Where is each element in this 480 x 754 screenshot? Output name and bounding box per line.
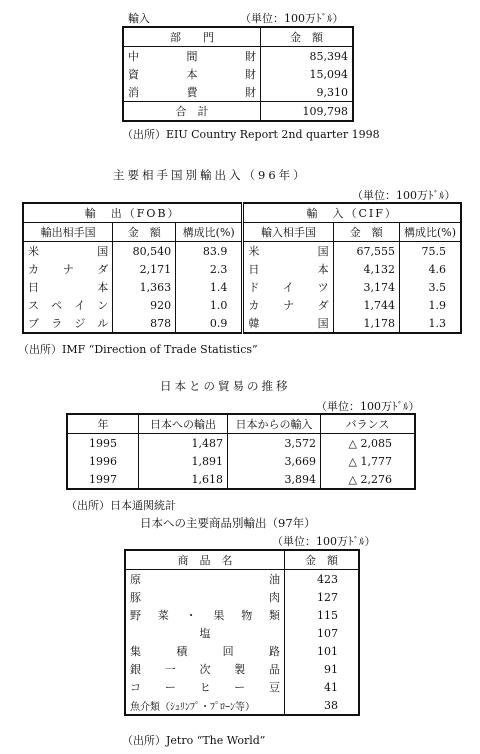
export-country: 米国 xyxy=(28,245,109,258)
export-share: 1.0 xyxy=(176,296,243,314)
table-row xyxy=(125,678,359,696)
table-row xyxy=(125,624,359,642)
table-row xyxy=(125,606,359,624)
t2-col-export-share: 構成比(%) xyxy=(176,223,243,242)
export-to-japan: 1,487 xyxy=(139,434,228,453)
import-from-japan: 3,894 xyxy=(228,470,321,489)
import-amount: 3,174 xyxy=(333,278,399,296)
export-country: ブラジル xyxy=(28,317,109,330)
t2-import-head: 輸 入（CIF） xyxy=(243,203,461,223)
t1-head-amount: 金 額 xyxy=(261,27,354,47)
table-row xyxy=(125,588,359,606)
import-country: カナダ xyxy=(243,296,333,314)
year: 1995 xyxy=(89,436,117,450)
commodity-amount: 101 xyxy=(285,642,360,660)
t2-col-import-amount: 金 額 xyxy=(333,223,399,242)
table-row xyxy=(123,47,353,66)
export-share: 1.4 xyxy=(176,278,243,296)
import-from-japan: 3,669 xyxy=(228,452,321,470)
year: 1997 xyxy=(89,472,117,486)
t1-total-name: 合 計 xyxy=(175,105,209,118)
commodity-amount: 423 xyxy=(285,570,360,589)
commodity-name: 銀一次製品 xyxy=(130,663,280,676)
export-share: 0.9 xyxy=(176,314,243,333)
commodity-export-table xyxy=(124,549,360,716)
t2-col-export-amount: 金 額 xyxy=(113,223,176,242)
t2-col-import-country: 輸入相手国 xyxy=(243,223,333,242)
table-row xyxy=(23,278,461,296)
table-row xyxy=(123,83,353,102)
table-row xyxy=(125,696,359,715)
import-amount: 67,555 xyxy=(333,242,399,261)
japan-trade-trend-table xyxy=(66,413,416,490)
t1-row-name: 中間財 xyxy=(128,50,256,63)
commodity-amount: 115 xyxy=(285,606,360,624)
t3-col-balance: バランス xyxy=(321,414,416,434)
t4-col-amount: 金 額 xyxy=(285,550,360,570)
t3-col-export: 日本への輸出 xyxy=(139,414,228,434)
export-amount: 920 xyxy=(113,296,176,314)
t4-unit: （単位：100万ﾄﾞﾙ） xyxy=(272,535,376,548)
commodity-amount: 107 xyxy=(285,624,360,642)
export-to-japan: 1,618 xyxy=(139,470,228,489)
import-country: ドイツ xyxy=(243,278,333,296)
t1-label: 輸入 xyxy=(128,12,150,25)
t3-title: 日本との貿易の推移 xyxy=(160,379,291,393)
import-share: 75.5 xyxy=(399,242,461,261)
table-row xyxy=(123,65,353,83)
t3-col-import: 日本からの輸入 xyxy=(228,414,321,434)
t2-export-head: 輸 出（FOB） xyxy=(23,203,243,223)
commodity-amount: 38 xyxy=(285,696,360,715)
t2-col-import-share: 構成比(%) xyxy=(399,223,461,242)
export-share: 83.9 xyxy=(176,242,243,261)
import-from-japan: 3,572 xyxy=(228,434,321,453)
table-row xyxy=(23,242,461,261)
import-amount: 4,132 xyxy=(333,260,399,278)
commodity-name: 豚肉 xyxy=(130,591,280,604)
t2-title: 主要相手国別輸出入（96年） xyxy=(113,168,308,182)
commodity-amount: 41 xyxy=(285,678,360,696)
table-row xyxy=(67,434,415,453)
table-row xyxy=(125,570,359,589)
t1-total-value: 109,798 xyxy=(261,102,354,122)
export-amount: 80,540 xyxy=(113,242,176,261)
commodity-name: 塩 xyxy=(199,627,211,640)
t1-source: （出所）EIU Country Report 2nd quarter 1998 xyxy=(122,128,380,141)
commodity-amount: 127 xyxy=(285,588,360,606)
t3-source: （出所）日本通関統計 xyxy=(66,499,176,512)
export-share: 2.3 xyxy=(176,260,243,278)
table-row xyxy=(67,452,415,470)
t4-source: （出所）Jetro “The World” xyxy=(122,734,266,747)
t1-row-name: 資本財 xyxy=(128,68,256,81)
import-amount: 1,178 xyxy=(333,314,399,333)
export-amount: 2,171 xyxy=(113,260,176,278)
import-country: 米国 xyxy=(243,242,333,261)
export-to-japan: 1,891 xyxy=(139,452,228,470)
balance: △ 2,276 xyxy=(321,470,416,489)
t1-row-value: 85,394 xyxy=(261,47,354,66)
export-country: 日本 xyxy=(28,281,109,294)
import-share: 1.3 xyxy=(399,314,461,333)
balance: △ 2,085 xyxy=(321,434,416,453)
t1-row-value: 15,094 xyxy=(261,65,354,83)
balance: △ 1,777 xyxy=(321,452,416,470)
t1-row-name: 消費財 xyxy=(128,86,256,99)
import-country: 韓国 xyxy=(243,314,333,333)
table-row xyxy=(23,296,461,314)
table-row xyxy=(23,314,461,333)
import-country: 日本 xyxy=(243,260,333,278)
commodity-name: 集積回路 xyxy=(130,645,280,658)
import-by-sector-table xyxy=(122,26,354,122)
export-amount: 1,363 xyxy=(113,278,176,296)
commodity-name: 野菜・果物類 xyxy=(130,609,280,622)
commodity-name: 原油 xyxy=(130,573,280,586)
import-share: 4.6 xyxy=(399,260,461,278)
t2-unit: （単位：100万ﾄﾞﾙ） xyxy=(352,189,456,202)
t2-source: （出所）IMF “Direction of Trade Statistics” xyxy=(18,343,258,356)
commodity-name: コーヒー豆 xyxy=(130,681,280,694)
commodity-name: 魚介類（ｼｭﾘﾝﾌﾟ・ﾌﾟﾛｰﾝ等） xyxy=(130,701,255,713)
import-share: 1.9 xyxy=(399,296,461,314)
table-row-total xyxy=(123,102,353,122)
t3-unit: （単位：100万ﾄﾞﾙ） xyxy=(316,400,420,413)
table-row xyxy=(23,260,461,278)
t1-unit: （単位：100万ﾄﾞﾙ） xyxy=(240,12,344,25)
t2-col-export-country: 輸出相手国 xyxy=(23,223,113,242)
export-country: カナダ xyxy=(28,263,109,276)
t1-row-value: 9,310 xyxy=(261,83,354,102)
export-amount: 878 xyxy=(113,314,176,333)
import-share: 3.5 xyxy=(399,278,461,296)
t3-col-year: 年 xyxy=(67,414,139,434)
trade-partner-table xyxy=(22,202,462,334)
t1-head-sector: 部 門 xyxy=(123,27,261,47)
export-country: スペイン xyxy=(28,299,109,312)
commodity-amount: 91 xyxy=(285,660,360,678)
year: 1996 xyxy=(89,454,117,468)
table-row xyxy=(125,642,359,660)
table-row xyxy=(67,470,415,489)
t4-col-name: 商 品 名 xyxy=(125,550,285,570)
table-row xyxy=(125,660,359,678)
import-amount: 1,744 xyxy=(333,296,399,314)
t4-title: 日本への主要商品別輸出（97年） xyxy=(140,516,316,530)
